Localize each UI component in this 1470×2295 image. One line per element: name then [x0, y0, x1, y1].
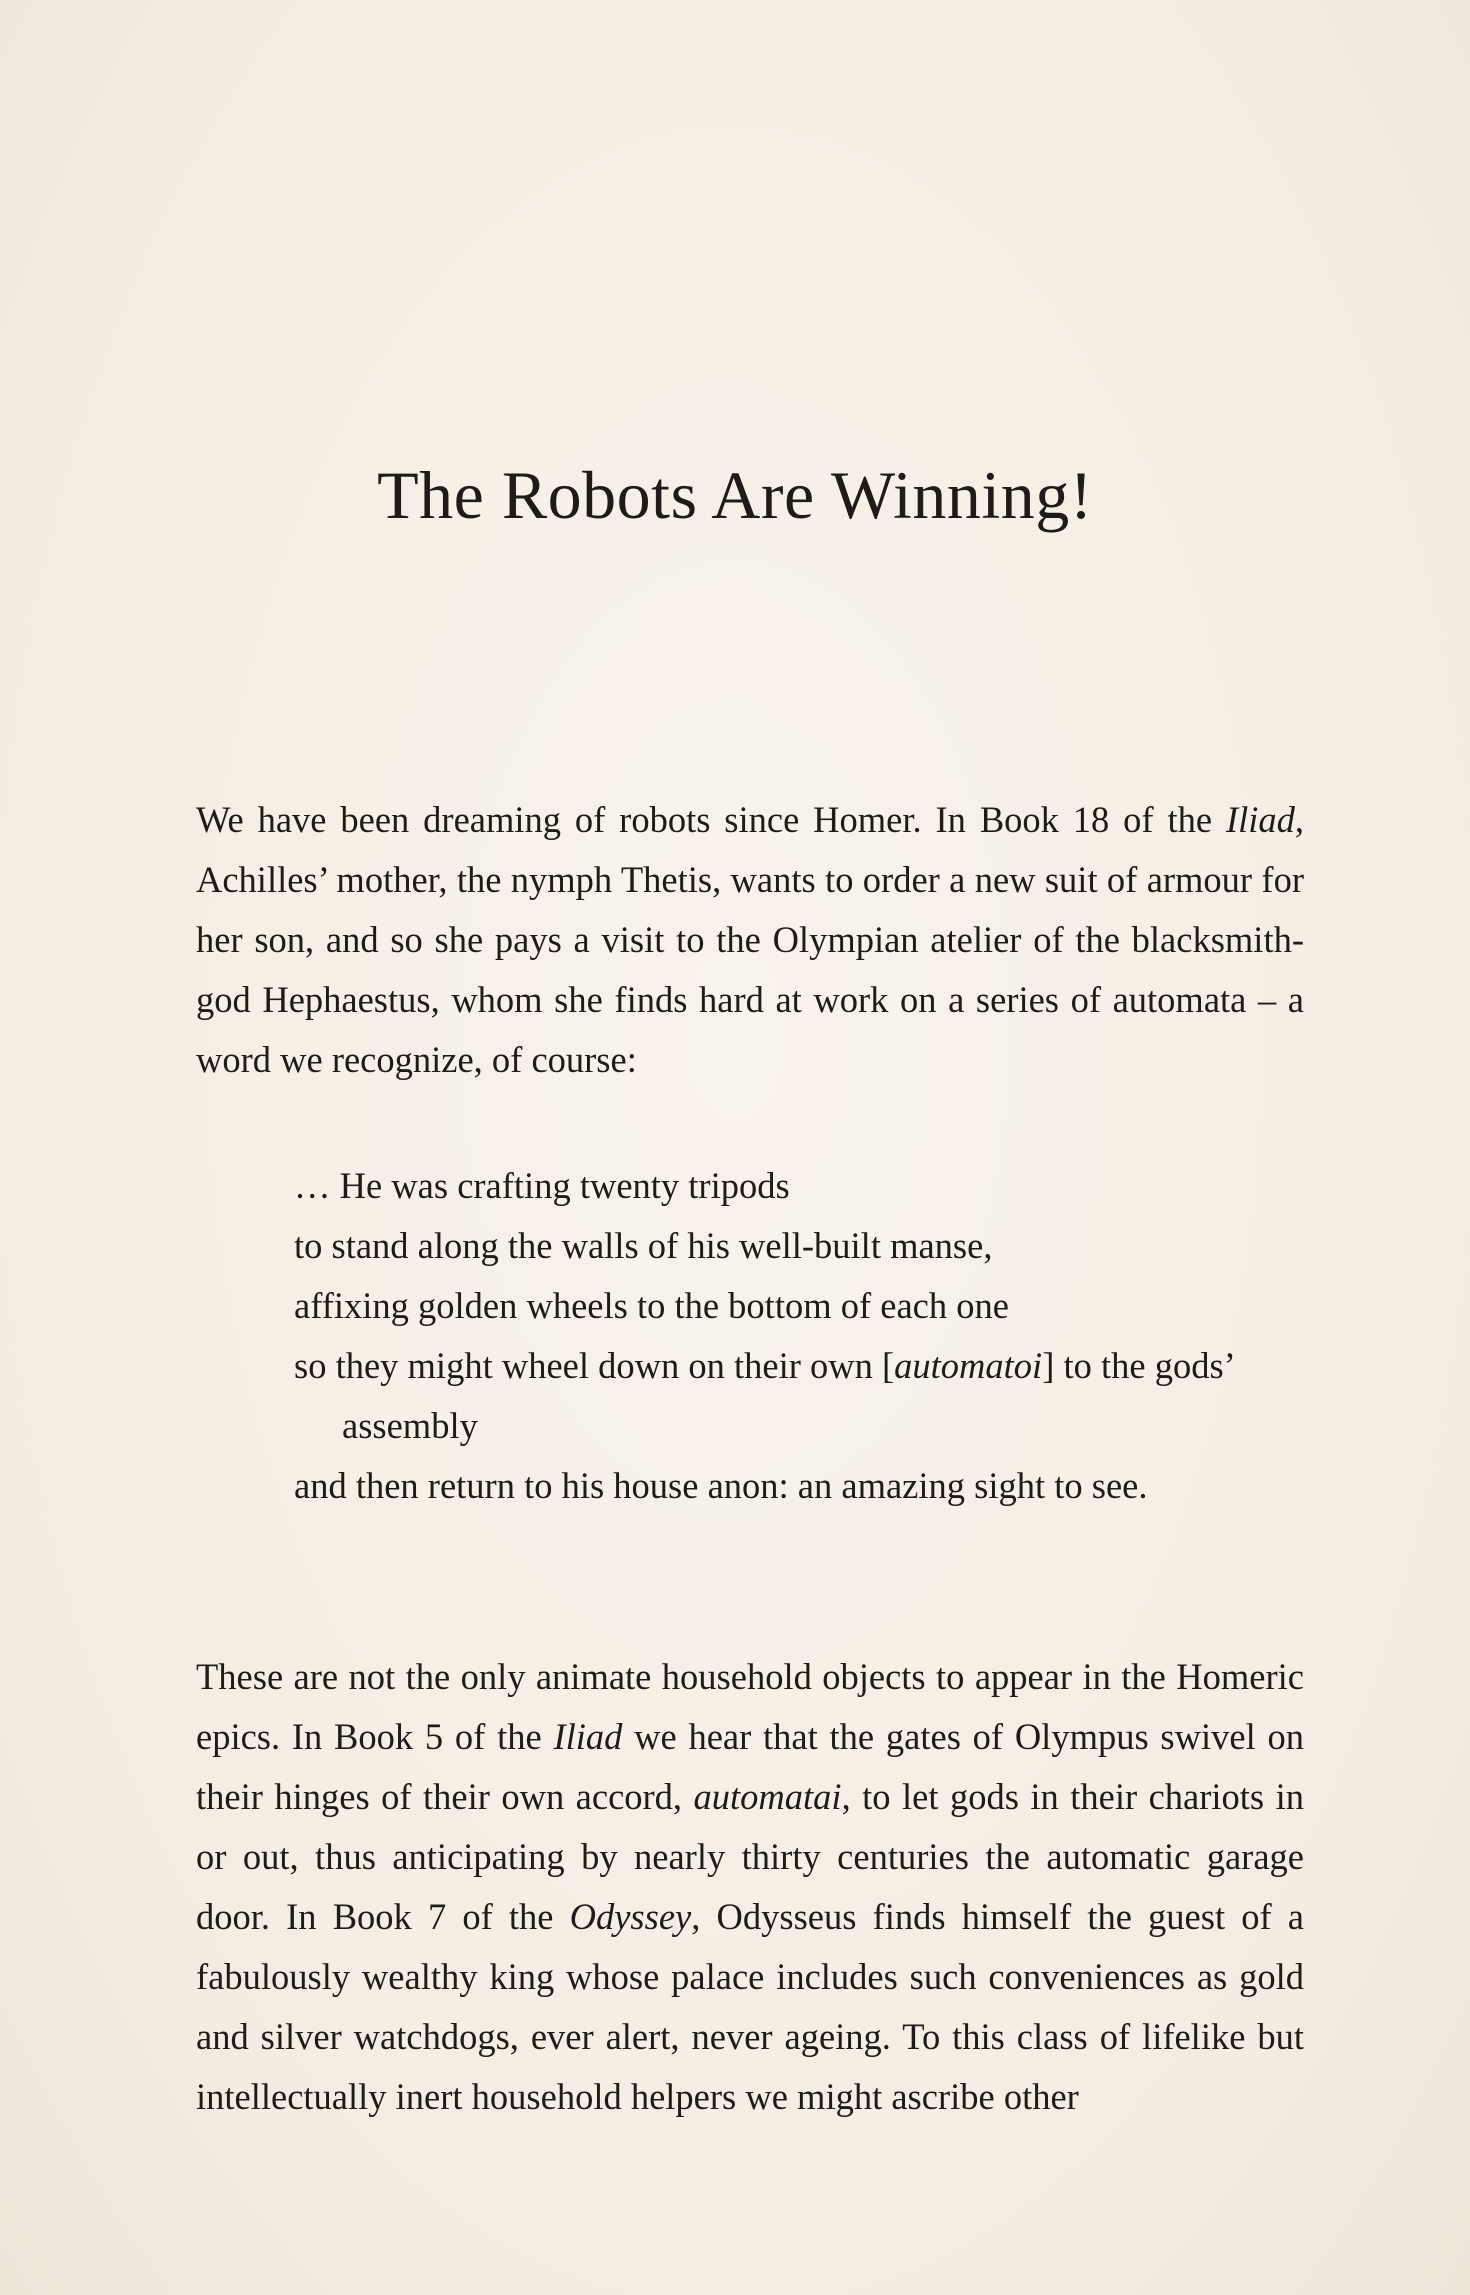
- italic-text: automatoi: [894, 1345, 1043, 1386]
- verse-quotation: [294, 1156, 1274, 1516]
- text-run: to stand along the walls of his well-built manse,: [294, 1225, 993, 1266]
- text-run: These are not the only animate household objects to appear in the Homeric epics. In Book 5 of the: [196, 1656, 1304, 1757]
- verse-line: [294, 1456, 1274, 1516]
- text-run: affixing golden wheels to the bottom of each one: [294, 1285, 1009, 1326]
- verse-line: [294, 1336, 1274, 1456]
- italic-text: Iliad: [553, 1716, 623, 1757]
- paragraph-1: [196, 790, 1304, 1090]
- chapter-title: The Robots Are Winning!: [377, 457, 1093, 533]
- text-run: so they might wheel down on their own [: [294, 1345, 895, 1386]
- paragraph-text: [196, 1647, 1304, 2127]
- text-run: , Odysseus finds himself the guest of a fabulously wealthy king whose palace includes such conveniences as gold and silver watchdogs, ever alert, never ageing. To this class of lifelike but intellectually inert household helpers we might ascribe other: [196, 1896, 1304, 2117]
- text-run: We have been dreaming of robots since Homer. In Book 18 of the: [196, 799, 1226, 840]
- italic-text: Iliad: [1225, 799, 1295, 840]
- italic-text: automatai: [693, 1776, 842, 1817]
- paragraph-2: [196, 1647, 1304, 2127]
- text-run: ] to the gods’ assembly: [342, 1345, 1234, 1446]
- paragraph-text: [196, 790, 1304, 1090]
- verse-line: [294, 1216, 1274, 1276]
- text-run: … He was crafting twenty tripods: [294, 1165, 790, 1206]
- text-run: and then return to his house anon: an amazing sight to see.: [294, 1465, 1148, 1506]
- text-run: we hear that the gates of Olympus swivel on their hinges of their own accord,: [196, 1716, 1304, 1817]
- text-run: , Achilles’ mother, the nymph Thetis, wants to order a new suit of armour for her son, and so she pays a visit to the Olympian atelier of the blacksmith-god Hephaestus, whom she finds hard at work on a series of automata – a word we recognize, of course:: [196, 799, 1304, 1080]
- verse-line: [294, 1156, 1274, 1216]
- text-run: , to let gods in their chariots in or out, thus anticipating by nearly thirty centuries the automatic garage door. In Book 7 of the: [196, 1776, 1304, 1937]
- italic-text: Odyssey: [569, 1896, 692, 1937]
- verse-line: [294, 1276, 1274, 1336]
